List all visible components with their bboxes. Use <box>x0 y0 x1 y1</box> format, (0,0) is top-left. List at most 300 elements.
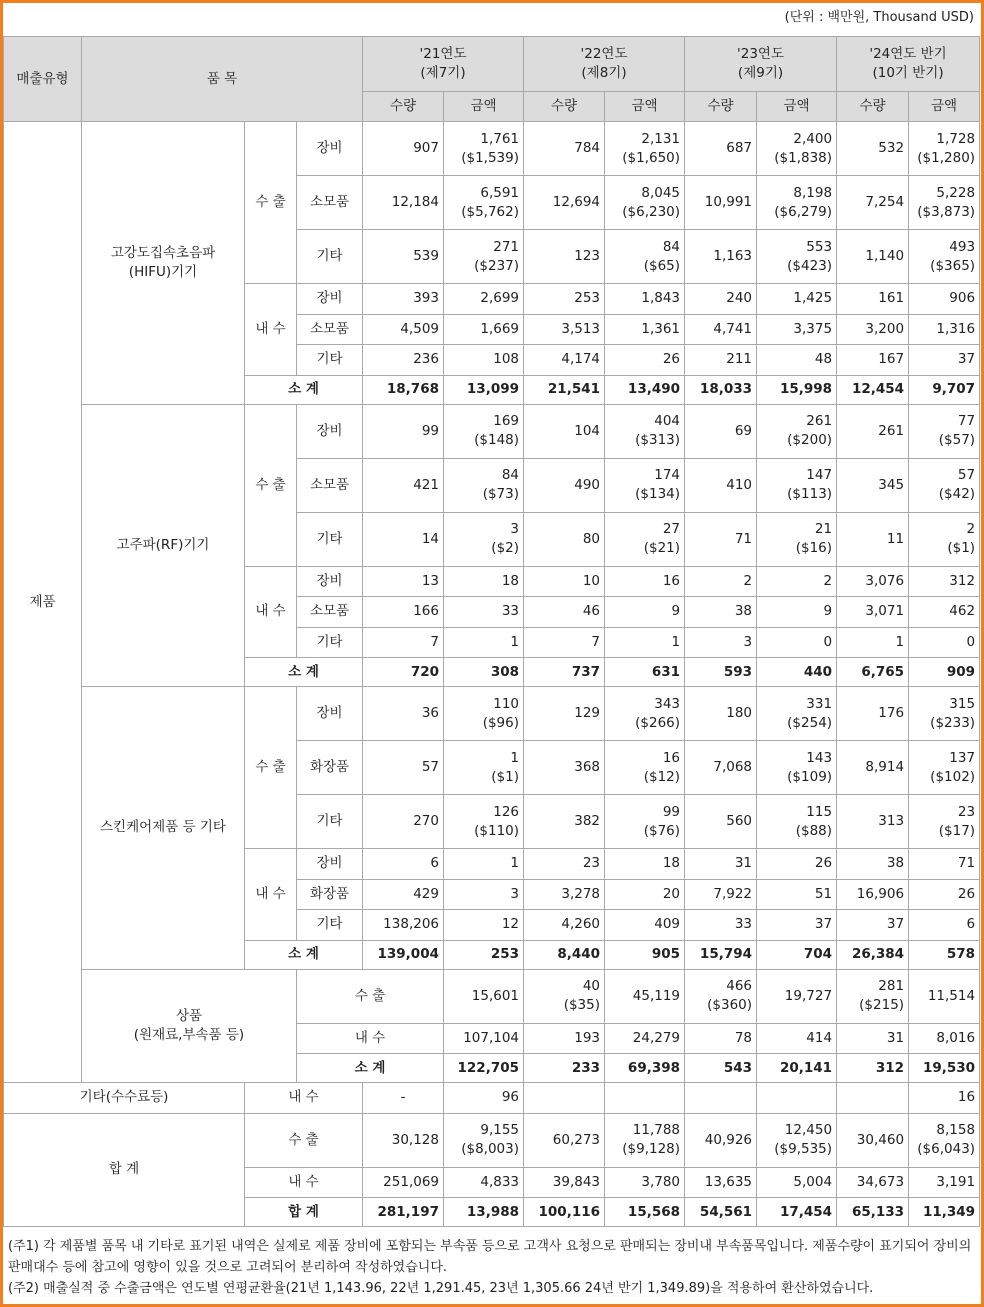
qty-cell: 251,069 <box>363 1167 444 1198</box>
section-label: 수 출 <box>245 687 297 849</box>
amount-krw: 2 <box>966 521 976 537</box>
amount-krw: 1,728 <box>936 130 976 147</box>
unit-label: (단위 : 백만원, Thousand USD) <box>784 10 974 25</box>
row-label: 기타 <box>297 795 363 849</box>
row-label: 화장품 <box>297 741 363 795</box>
qty-cell: 15,601 <box>444 969 524 1023</box>
qty-cell: 11,514 <box>909 969 980 1023</box>
amount-cell <box>909 512 980 566</box>
amount-usd: ($113) <box>787 486 833 502</box>
qty-cell: 393 <box>363 284 444 315</box>
qty-cell: 7,254 <box>837 176 909 230</box>
qty-cell: 38 <box>837 849 909 880</box>
amount-cell <box>444 230 524 284</box>
amount-cell <box>757 230 837 284</box>
row-label: 기타 <box>297 345 363 376</box>
amount-cell: 16 <box>605 566 685 597</box>
amount-krw: 1,761 <box>480 130 520 147</box>
amount-cell <box>757 404 837 458</box>
amount-cell <box>909 741 980 795</box>
qty-cell: 7,068 <box>685 741 757 795</box>
amount-cell <box>444 122 524 176</box>
qty-cell: 2 <box>685 566 757 597</box>
footnotes <box>8 1236 976 1299</box>
amount-cell: 16 <box>909 1083 980 1114</box>
header-item: 품 목 <box>82 37 363 122</box>
amount-cell <box>605 512 685 566</box>
amount-cell <box>605 687 685 741</box>
table-row <box>4 122 980 176</box>
amount-cell: 906 <box>909 284 980 315</box>
row-label: 소모품 <box>297 314 363 345</box>
header-amt: 금액 <box>605 92 685 122</box>
section-label: 수 출 <box>245 1113 363 1167</box>
amount-cell: 9 <box>605 597 685 628</box>
amount-usd: ($313) <box>635 432 681 448</box>
amount-krw: 174 <box>654 467 681 483</box>
row-label: 소모품 <box>297 458 363 512</box>
table-row <box>4 969 980 1023</box>
amount-cell <box>757 176 837 230</box>
amount-krw: 77 <box>957 413 976 429</box>
amount-usd: ($17) <box>938 822 976 839</box>
amount-cell <box>444 176 524 230</box>
item-name <box>82 969 297 1083</box>
amount-cell <box>605 404 685 458</box>
qty-cell: 30,128 <box>363 1113 444 1167</box>
amount-cell <box>757 741 837 795</box>
amount-usd: ($215) <box>859 997 905 1013</box>
amount-usd: ($266) <box>635 714 681 731</box>
sales-table <box>3 36 980 1227</box>
subtotal-label: 소 계 <box>245 375 363 404</box>
qty-cell: 3,513 <box>524 314 605 345</box>
amount-krw: 466 <box>726 978 753 994</box>
amount-cell <box>444 687 524 741</box>
category-product: 제품 <box>4 122 82 1083</box>
amount-krw: 1 <box>510 749 520 766</box>
qty-cell: 80 <box>524 512 605 566</box>
amount-cell <box>605 1083 685 1114</box>
amount-krw: 2,400 <box>793 130 833 147</box>
qty-cell: 3,278 <box>524 879 605 910</box>
table-row <box>4 1113 980 1167</box>
amount-krw: 84 <box>501 467 520 483</box>
header-period-22: '22연도 (제8기) <box>524 37 685 92</box>
amount-cell: 15,998 <box>757 375 837 404</box>
header-type: 매출유형 <box>4 37 82 122</box>
amount-cell: 26 <box>605 345 685 376</box>
amount-cell: 578 <box>909 940 980 969</box>
qty-cell: 410 <box>685 458 757 512</box>
amount-cell <box>909 795 980 849</box>
qty-cell: 69 <box>685 404 757 458</box>
amount-cell: 1 <box>444 849 524 880</box>
amount-cell: 71 <box>909 849 980 880</box>
amount-krw: 3 <box>510 521 520 537</box>
amount-cell: 37 <box>757 910 837 941</box>
qty-cell: 3 <box>685 627 757 658</box>
header-qty: 수량 <box>524 92 605 122</box>
item-name-line: 고주파(RF)기기 <box>116 536 210 553</box>
qty-cell: 129 <box>524 687 605 741</box>
amount-krw: 12,450 <box>784 1122 833 1138</box>
amount-krw: 115 <box>806 803 833 820</box>
qty-cell: 737 <box>524 658 605 687</box>
qty-cell: 122,705 <box>444 1054 524 1083</box>
amount-cell: 1,669 <box>444 314 524 345</box>
header-period-24h1: '24연도 반기 (10기 반기) <box>837 37 980 92</box>
footnote-1: (주1) 각 제품별 품목 내 기타로 표기된 내역은 실제로 제품 장비에 포함되는 부속품 등으로 고객사 요청으로 판매되는 장비내 부속품목입니다. 제품수량이 표기되어 장비의 판매대수 등에 참고에 영향이 있을 것으로 고려되어 분리하여 작성하였습니다. <box>8 1239 972 1275</box>
amount-cell <box>444 404 524 458</box>
qty-cell: 421 <box>363 458 444 512</box>
amount-cell: 5,004 <box>757 1167 837 1198</box>
amount-cell: 9,707 <box>909 375 980 404</box>
qty-cell: 3,071 <box>837 597 909 628</box>
amount-cell <box>524 969 605 1023</box>
qty-cell: 6,765 <box>837 658 909 687</box>
amount-krw: 110 <box>493 695 520 712</box>
qty-cell: 99 <box>363 404 444 458</box>
amount-cell: 1,361 <box>605 314 685 345</box>
amount-cell: 6 <box>909 910 980 941</box>
amount-usd: ($1) <box>947 540 976 556</box>
amount-cell: 2 <box>757 566 837 597</box>
amount-cell <box>757 1113 837 1167</box>
amount-usd: ($35) <box>563 997 601 1013</box>
amount-cell: 312 <box>909 566 980 597</box>
amount-cell <box>909 122 980 176</box>
qty-cell <box>524 1083 605 1114</box>
amount-usd: ($9,535) <box>774 1141 833 1157</box>
amount-krw: 21 <box>814 521 833 537</box>
amount-cell: 233 <box>524 1054 605 1083</box>
qty-cell: 138,206 <box>363 910 444 941</box>
amount-krw: 27 <box>662 521 681 537</box>
qty-cell: 30,460 <box>837 1113 909 1167</box>
amount-cell <box>685 969 757 1023</box>
section-label: 내 수 <box>245 849 297 941</box>
header-amt: 금액 <box>757 92 837 122</box>
amount-cell: 15,568 <box>605 1198 685 1227</box>
item-name-line: (원재료,부속품 등) <box>133 1026 245 1043</box>
qty-cell: 176 <box>837 687 909 741</box>
amount-usd: ($1,280) <box>917 149 976 166</box>
qty-cell: 107,104 <box>444 1023 524 1054</box>
row-label: 장비 <box>297 566 363 597</box>
row-label: 장비 <box>297 849 363 880</box>
amount-krw: 5,228 <box>936 184 976 201</box>
qty-cell: 240 <box>685 284 757 315</box>
amount-cell: 4,833 <box>444 1167 524 1198</box>
header-qty: 수량 <box>363 92 444 122</box>
header-qty: 수량 <box>685 92 757 122</box>
amount-usd: ($16) <box>795 540 833 556</box>
amount-usd: ($1,838) <box>774 149 833 166</box>
amount-krw: 493 <box>949 238 976 255</box>
header-period-23: '23연도 (제9기) <box>685 37 837 92</box>
amount-cell <box>605 122 685 176</box>
amount-cell <box>757 512 837 566</box>
qty-cell: 8,016 <box>909 1023 980 1054</box>
qty-cell: 69,398 <box>605 1054 685 1083</box>
amount-cell: 462 <box>909 597 980 628</box>
section-label: 내 수 <box>245 1167 363 1198</box>
qty-cell: 46 <box>524 597 605 628</box>
qty-cell: 14 <box>363 512 444 566</box>
qty-cell: 313 <box>837 795 909 849</box>
amount-usd: ($1,539) <box>461 149 520 166</box>
amount-cell: 312 <box>837 1054 909 1083</box>
amount-krw: 331 <box>806 695 833 712</box>
qty-cell: 687 <box>685 122 757 176</box>
qty-cell: 13 <box>363 566 444 597</box>
qty-cell: 123 <box>524 230 605 284</box>
amount-krw: 404 <box>654 413 681 429</box>
amount-krw: 6,591 <box>480 184 520 201</box>
qty-cell: 18,768 <box>363 375 444 404</box>
amount-cell <box>605 795 685 849</box>
row-label: 기타 <box>297 230 363 284</box>
amount-krw: 23 <box>957 803 976 820</box>
amount-krw: 143 <box>806 749 833 766</box>
amount-cell: 96 <box>444 1083 524 1114</box>
qty-cell: 71 <box>685 512 757 566</box>
amount-cell <box>444 1113 524 1167</box>
qty-cell: 8,914 <box>837 741 909 795</box>
amount-cell: 13,099 <box>444 375 524 404</box>
item-name: 기타(수수료등) <box>4 1083 245 1114</box>
amount-usd: ($360) <box>707 997 753 1013</box>
amount-usd: ($233) <box>930 714 976 731</box>
amount-cell: 31 <box>837 1023 909 1054</box>
amount-cell: 26 <box>757 849 837 880</box>
qty-cell: 166 <box>363 597 444 628</box>
qty-cell: 720 <box>363 658 444 687</box>
qty-cell: 345 <box>837 458 909 512</box>
amount-usd: ($148) <box>474 432 520 448</box>
amount-krw: 169 <box>493 413 520 429</box>
qty-cell: 253 <box>524 284 605 315</box>
amount-usd: ($9,128) <box>622 1141 681 1157</box>
qty-cell: - <box>363 1083 444 1114</box>
amount-cell <box>605 176 685 230</box>
amount-krw: 126 <box>493 803 520 820</box>
amount-usd: ($1) <box>491 768 520 785</box>
amount-usd: ($96) <box>482 714 520 731</box>
table-row <box>4 1083 980 1114</box>
amount-cell: 253 <box>444 940 524 969</box>
amount-cell: 409 <box>605 910 685 941</box>
qty-cell: 11 <box>837 512 909 566</box>
amount-usd: ($76) <box>643 822 681 839</box>
qty-cell: 13,635 <box>685 1167 757 1198</box>
header-period-21: '21연도 (제7기) <box>363 37 524 92</box>
amount-usd: ($6,043) <box>917 1141 976 1157</box>
section-label: 내 수 <box>245 284 297 376</box>
item-name-line: (HIFU)기기 <box>128 263 198 280</box>
amount-cell <box>444 458 524 512</box>
amount-cell <box>909 404 980 458</box>
amount-krw: 553 <box>806 238 833 255</box>
total-name: 합 계 <box>4 1113 245 1227</box>
footnote-2: (주2) 매출실적 중 수출금액은 연도별 연평균환율(21년 1,143.96, 22년 1,291.45, 23년 1,305.66 24년 반기 1,349.89)을 적용하여 환산하였습니다. <box>8 1281 874 1296</box>
subtotal-label: 소 계 <box>297 1054 444 1083</box>
qty-cell: 40,926 <box>685 1113 757 1167</box>
qty-cell: 39,843 <box>524 1167 605 1198</box>
qty-cell: 33 <box>685 910 757 941</box>
amount-krw: 281 <box>878 978 905 994</box>
amount-usd: ($254) <box>787 714 833 731</box>
table-row <box>4 404 980 458</box>
amount-cell: 704 <box>757 940 837 969</box>
amount-cell: 13,490 <box>605 375 685 404</box>
amount-usd: ($5,762) <box>461 203 520 220</box>
amount-cell: 308 <box>444 658 524 687</box>
amount-cell: 631 <box>605 658 685 687</box>
amount-krw: 11,788 <box>632 1122 681 1138</box>
section-label: 내 수 <box>245 1083 363 1114</box>
amount-usd: ($200) <box>787 432 833 448</box>
amount-cell <box>909 687 980 741</box>
row-label: 기타 <box>297 910 363 941</box>
amount-usd: ($110) <box>474 822 520 839</box>
qty-cell: 4,174 <box>524 345 605 376</box>
qty-cell: 3,200 <box>837 314 909 345</box>
amount-cell: 11,349 <box>909 1198 980 1227</box>
amount-cell: 18 <box>605 849 685 880</box>
qty-cell: 593 <box>685 658 757 687</box>
amount-cell <box>909 230 980 284</box>
amount-cell <box>444 741 524 795</box>
qty-cell: 19,530 <box>909 1054 980 1083</box>
amount-krw: 40 <box>582 978 601 994</box>
qty-cell: 36 <box>363 687 444 741</box>
qty-cell: 7 <box>524 627 605 658</box>
qty-cell: 784 <box>524 122 605 176</box>
amount-krw: 137 <box>949 749 976 766</box>
section-label: 수 출 <box>297 969 444 1023</box>
table-body <box>4 122 980 1227</box>
amount-cell <box>605 230 685 284</box>
qty-cell: 15,794 <box>685 940 757 969</box>
qty-cell <box>685 1083 757 1114</box>
amount-cell: 1,843 <box>605 284 685 315</box>
qty-cell: 539 <box>363 230 444 284</box>
qty-cell: 167 <box>837 345 909 376</box>
item-name-line: 상품 <box>175 1007 203 1024</box>
qty-cell: 60,273 <box>524 1113 605 1167</box>
qty-cell: 57 <box>363 741 444 795</box>
amount-cell: 0 <box>757 627 837 658</box>
amount-usd: ($65) <box>643 257 681 274</box>
qty-cell: 368 <box>524 741 605 795</box>
amount-usd: ($8,003) <box>461 1141 520 1157</box>
table-header <box>4 37 980 122</box>
amount-cell: 440 <box>757 658 837 687</box>
item-name <box>82 122 245 405</box>
qty-cell: 4,509 <box>363 314 444 345</box>
amount-cell <box>444 795 524 849</box>
amount-cell: 1,425 <box>757 284 837 315</box>
amount-usd: ($2) <box>491 540 520 556</box>
qty-cell: 23 <box>524 849 605 880</box>
amount-cell: 12 <box>444 910 524 941</box>
amount-cell: 17,454 <box>757 1198 837 1227</box>
amount-krw: 271 <box>493 238 520 255</box>
amount-cell <box>605 1113 685 1167</box>
qty-cell: 20,141 <box>757 1054 837 1083</box>
amount-cell <box>909 458 980 512</box>
qty-cell <box>837 1083 909 1114</box>
amount-cell: 3 <box>444 879 524 910</box>
amount-krw: 315 <box>949 695 976 712</box>
qty-cell: 490 <box>524 458 605 512</box>
qty-cell: 4,260 <box>524 910 605 941</box>
amount-krw: 8,158 <box>936 1122 976 1138</box>
qty-cell: 1 <box>837 627 909 658</box>
qty-cell: 4,741 <box>685 314 757 345</box>
section-label: 수 출 <box>245 404 297 566</box>
amount-krw: 16 <box>662 749 681 766</box>
item-name-line: 스킨케어제품 등 기타 <box>100 819 226 836</box>
qty-cell: 7,922 <box>685 879 757 910</box>
amount-cell <box>757 687 837 741</box>
amount-usd: ($6,230) <box>622 203 681 220</box>
amount-cell <box>605 458 685 512</box>
qty-cell: 270 <box>363 795 444 849</box>
qty-cell: 19,727 <box>757 969 837 1023</box>
qty-cell: 907 <box>363 122 444 176</box>
amount-usd: ($109) <box>787 768 833 785</box>
amount-cell: 33 <box>444 597 524 628</box>
row-label: 장비 <box>297 687 363 741</box>
qty-cell: 414 <box>757 1023 837 1054</box>
subtotal-label: 소 계 <box>245 940 363 969</box>
amount-cell: 3,191 <box>909 1167 980 1198</box>
amount-cell: 13,988 <box>444 1198 524 1227</box>
amount-cell <box>757 795 837 849</box>
amount-krw: 99 <box>662 803 681 820</box>
row-label: 소모품 <box>297 176 363 230</box>
qty-cell: 34,673 <box>837 1167 909 1198</box>
qty-cell: 10,991 <box>685 176 757 230</box>
item-name <box>82 404 245 687</box>
qty-cell: 261 <box>837 404 909 458</box>
qty-cell: 236 <box>363 345 444 376</box>
qty-cell: 1,140 <box>837 230 909 284</box>
amount-usd: ($21) <box>643 540 681 556</box>
amount-usd: ($365) <box>930 257 976 274</box>
row-label: 소모품 <box>297 597 363 628</box>
qty-cell: 281,197 <box>363 1198 444 1227</box>
amount-cell: 108 <box>444 345 524 376</box>
amount-cell: 0 <box>909 627 980 658</box>
amount-usd: ($42) <box>938 486 976 502</box>
amount-usd: ($237) <box>474 257 520 274</box>
qty-cell: 21,541 <box>524 375 605 404</box>
amount-krw: 84 <box>662 238 681 255</box>
amount-cell: 26 <box>909 879 980 910</box>
section-label: 내 수 <box>245 566 297 658</box>
qty-cell: 45,119 <box>605 969 685 1023</box>
row-label: 장비 <box>297 284 363 315</box>
header-qty: 수량 <box>837 92 909 122</box>
header-amt: 금액 <box>444 92 524 122</box>
amount-krw: 261 <box>806 413 833 429</box>
amount-usd: ($88) <box>795 822 833 839</box>
amount-krw: 9,155 <box>480 1122 520 1138</box>
